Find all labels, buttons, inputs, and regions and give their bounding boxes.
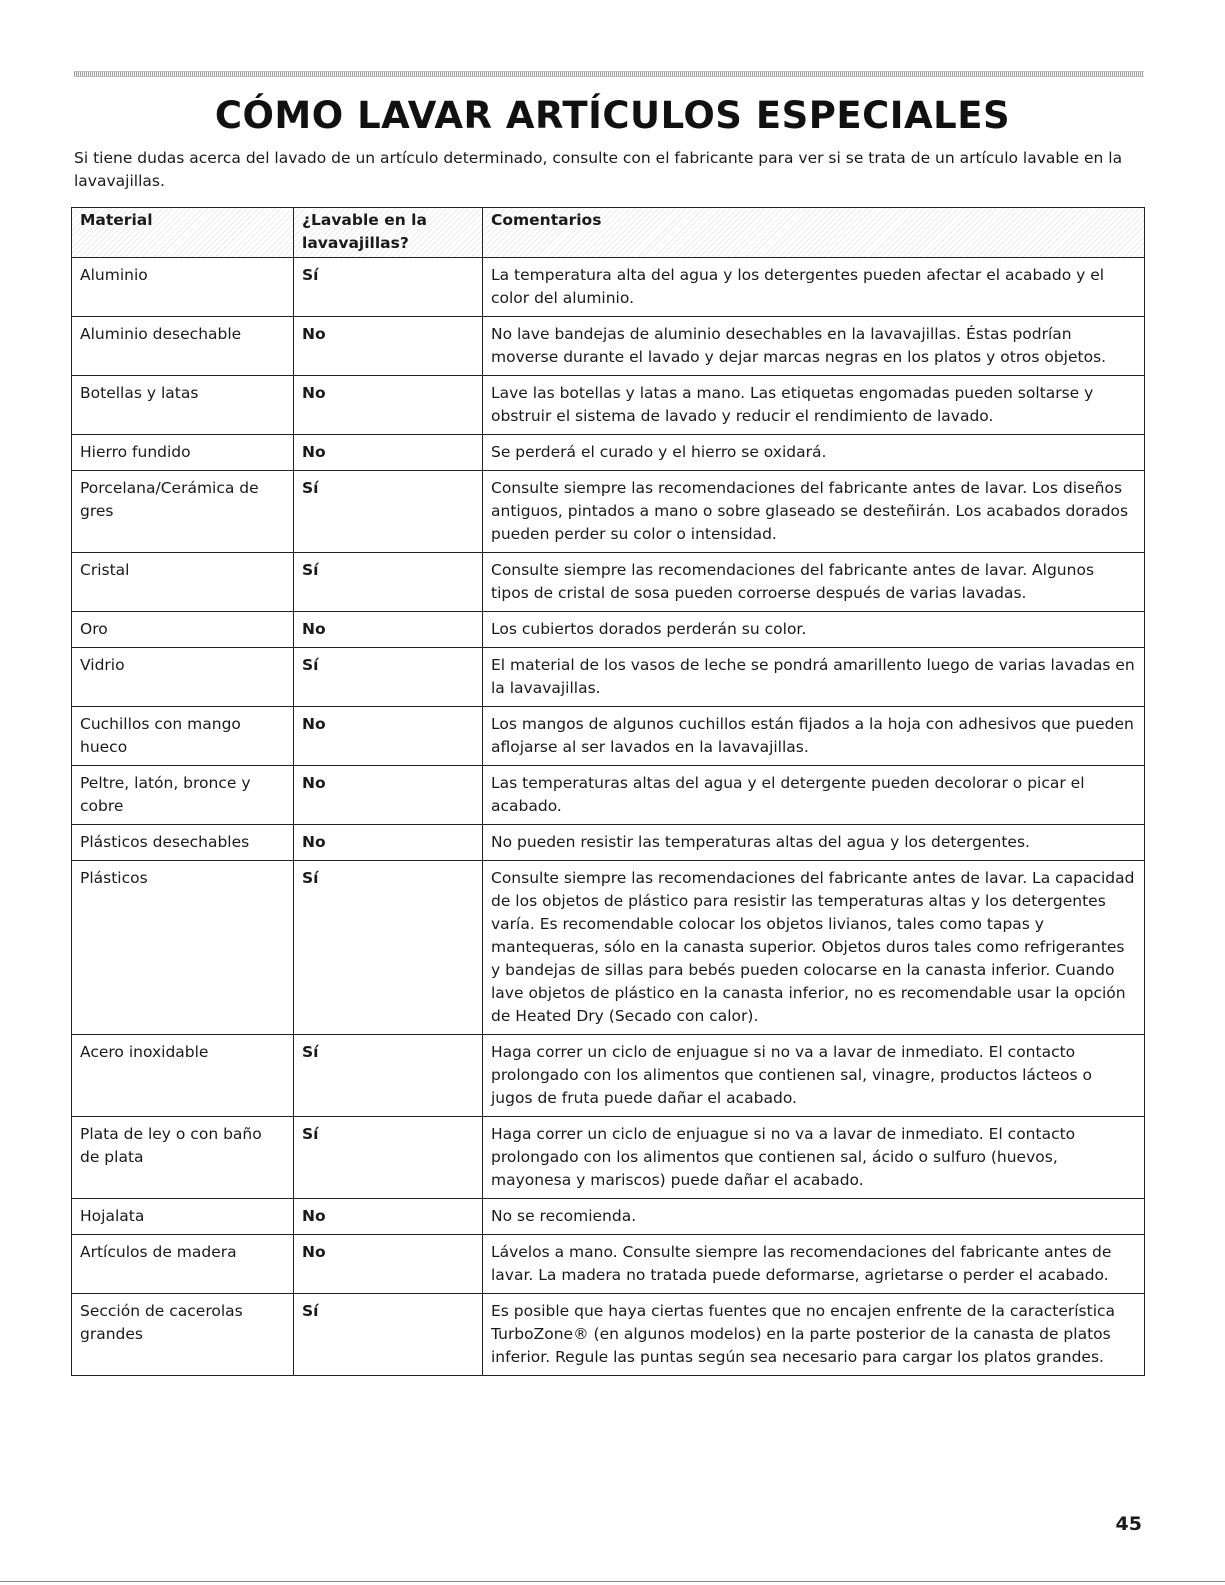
table-row xyxy=(72,861,1145,1035)
washable-cell: Sí xyxy=(294,648,483,707)
table-row xyxy=(72,376,1145,435)
table-row xyxy=(72,1117,1145,1199)
material-cell: Acero inoxidable xyxy=(72,1035,294,1117)
comment-cell: Las temperaturas altas del agua y el detergente pueden decolorar o picar el acabado. xyxy=(483,766,1145,825)
table-row xyxy=(72,648,1145,707)
table-row xyxy=(72,553,1145,612)
washable-cell: Sí xyxy=(294,471,483,553)
table-header-row xyxy=(72,208,1145,258)
header-comments: Comentarios xyxy=(483,208,1145,258)
material-cell: Porcelana/Cerámica de gres xyxy=(72,471,294,553)
comment-cell: Consulte siempre las recomendaciones del fabricante antes de lavar. Los diseños antiguos, pintados a mano o sobre glaseado se desteñirán. Los acabados dorados pueden perder su color o intensidad. xyxy=(483,471,1145,553)
comment-cell: Consulte siempre las recomendaciones del fabricante antes de lavar. Algunos tipos de cristal de sosa pueden corroerse después de varias lavadas. xyxy=(483,553,1145,612)
washable-cell: Sí xyxy=(294,1117,483,1199)
washable-cell: Sí xyxy=(294,861,483,1035)
page-title: CÓMO LAVAR ARTÍCULOS ESPECIALES xyxy=(214,94,1011,137)
material-cell: Peltre, latón, bronce y cobre xyxy=(72,766,294,825)
table-row xyxy=(72,825,1145,861)
material-cell: Sección de cacerolas grandes xyxy=(72,1294,294,1376)
washable-cell: Sí xyxy=(294,258,483,317)
table-row xyxy=(72,1199,1145,1235)
table-row xyxy=(72,471,1145,553)
washable-cell: No xyxy=(294,1199,483,1235)
material-cell: Botellas y latas xyxy=(72,376,294,435)
material-cell: Plásticos desechables xyxy=(72,825,294,861)
material-cell: Cristal xyxy=(72,553,294,612)
material-cell: Plata de ley o con baño de plata xyxy=(72,1117,294,1199)
material-cell: Artículos de madera xyxy=(72,1235,294,1294)
materials-table xyxy=(71,207,1145,1376)
washable-cell: Sí xyxy=(294,1294,483,1376)
comment-cell: Consulte siempre las recomendaciones del fabricante antes de lavar. La capacidad de los objetos de plástico para resistir las temperaturas altas y los detergentes varía. Es recomendable colocar los objetos livianos, tales como tapas y mantequeras, sólo en la canasta superior. Objetos duros tales como refrigerantes y bandejas de sillas para bebés pueden colocarse en la canasta inferior. Cuando lave objetos de plástico en la canasta inferior, no es recomendable usar la opción de Heated Dry (Secado con calor). xyxy=(483,861,1145,1035)
washable-cell: No xyxy=(294,1235,483,1294)
table-row xyxy=(72,258,1145,317)
washable-cell: No xyxy=(294,766,483,825)
washable-cell: No xyxy=(294,825,483,861)
table-row xyxy=(72,707,1145,766)
bottom-divider xyxy=(0,1581,1225,1582)
material-cell: Vidrio xyxy=(72,648,294,707)
material-cell: Oro xyxy=(72,612,294,648)
material-cell: Hojalata xyxy=(72,1199,294,1235)
comment-cell: No se recomienda. xyxy=(483,1199,1145,1235)
table-row xyxy=(72,1294,1145,1376)
comment-cell: La temperatura alta del agua y los detergentes pueden afectar el acabado y el color del aluminio. xyxy=(483,258,1145,317)
table-row xyxy=(72,435,1145,471)
header-material: Material xyxy=(72,208,294,258)
table-row xyxy=(72,766,1145,825)
washable-cell: No xyxy=(294,317,483,376)
table-row xyxy=(72,317,1145,376)
comment-cell: Lávelos a mano. Consulte siempre las recomendaciones del fabricante antes de lavar. La madera no tratada puede deformarse, agrietarse o perder el acabado. xyxy=(483,1235,1145,1294)
material-cell: Hierro fundido xyxy=(72,435,294,471)
comment-cell: Se perderá el curado y el hierro se oxidará. xyxy=(483,435,1145,471)
comment-cell: Haga correr un ciclo de enjuague si no va a lavar de inmediato. El contacto prolongado con los alimentos que contienen sal, ácido o sulfuro (huevos, mayonesa y mariscos) puede dañar el acabado. xyxy=(483,1117,1145,1199)
material-cell: Cuchillos con mango hueco xyxy=(72,707,294,766)
comment-cell: Los cubiertos dorados perderán su color. xyxy=(483,612,1145,648)
washable-cell: Sí xyxy=(294,1035,483,1117)
comment-cell: Es posible que haya ciertas fuentes que no encajen enfrente de la característica TurboZone® (en algunos modelos) en la parte posterior de la canasta de platos inferior. Regule las puntas según sea necesario para cargar los platos grandes. xyxy=(483,1294,1145,1376)
table-row xyxy=(72,612,1145,648)
washable-cell: Sí xyxy=(294,553,483,612)
page-number: 45 xyxy=(1115,1513,1142,1535)
table-row xyxy=(72,1235,1145,1294)
comment-cell: Lave las botellas y latas a mano. Las etiquetas engomadas pueden soltarse y obstruir el sistema de lavado y reducir el rendimiento de lavado. xyxy=(483,376,1145,435)
material-cell: Aluminio xyxy=(72,258,294,317)
washable-cell: No xyxy=(294,435,483,471)
table-body xyxy=(72,258,1145,1376)
header-washable: ¿Lavable en la lavavajillas? xyxy=(294,208,483,258)
top-divider xyxy=(74,71,1144,77)
comment-cell: El material de los vasos de leche se pondrá amarillento luego de varias lavadas en la lavavajillas. xyxy=(483,648,1145,707)
washable-cell: No xyxy=(294,612,483,648)
washable-cell: No xyxy=(294,376,483,435)
washable-cell: No xyxy=(294,707,483,766)
material-cell: Plásticos xyxy=(72,861,294,1035)
comment-cell: Los mangos de algunos cuchillos están fijados a la hoja con adhesivos que pueden aflojarse al ser lavados en la lavavajillas. xyxy=(483,707,1145,766)
comment-cell: No lave bandejas de aluminio desechables en la lavavajillas. Éstas podrían moverse durante el lavado y dejar marcas negras en los platos y otros objetos. xyxy=(483,317,1145,376)
material-cell: Aluminio desechable xyxy=(72,317,294,376)
comment-cell: Haga correr un ciclo de enjuague si no va a lavar de inmediato. El contacto prolongado con los alimentos que contienen sal, vinagre, productos lácteos o jugos de fruta puede dañar el acabado. xyxy=(483,1035,1145,1117)
comment-cell: No pueden resistir las temperaturas altas del agua y los detergentes. xyxy=(483,825,1145,861)
intro-paragraph: Si tiene dudas acerca del lavado de un artículo determinado, consulte con el fabricante para ver si se trata de un artículo lavable en la lavavajillas. xyxy=(74,149,1123,190)
table-row xyxy=(72,1035,1145,1117)
